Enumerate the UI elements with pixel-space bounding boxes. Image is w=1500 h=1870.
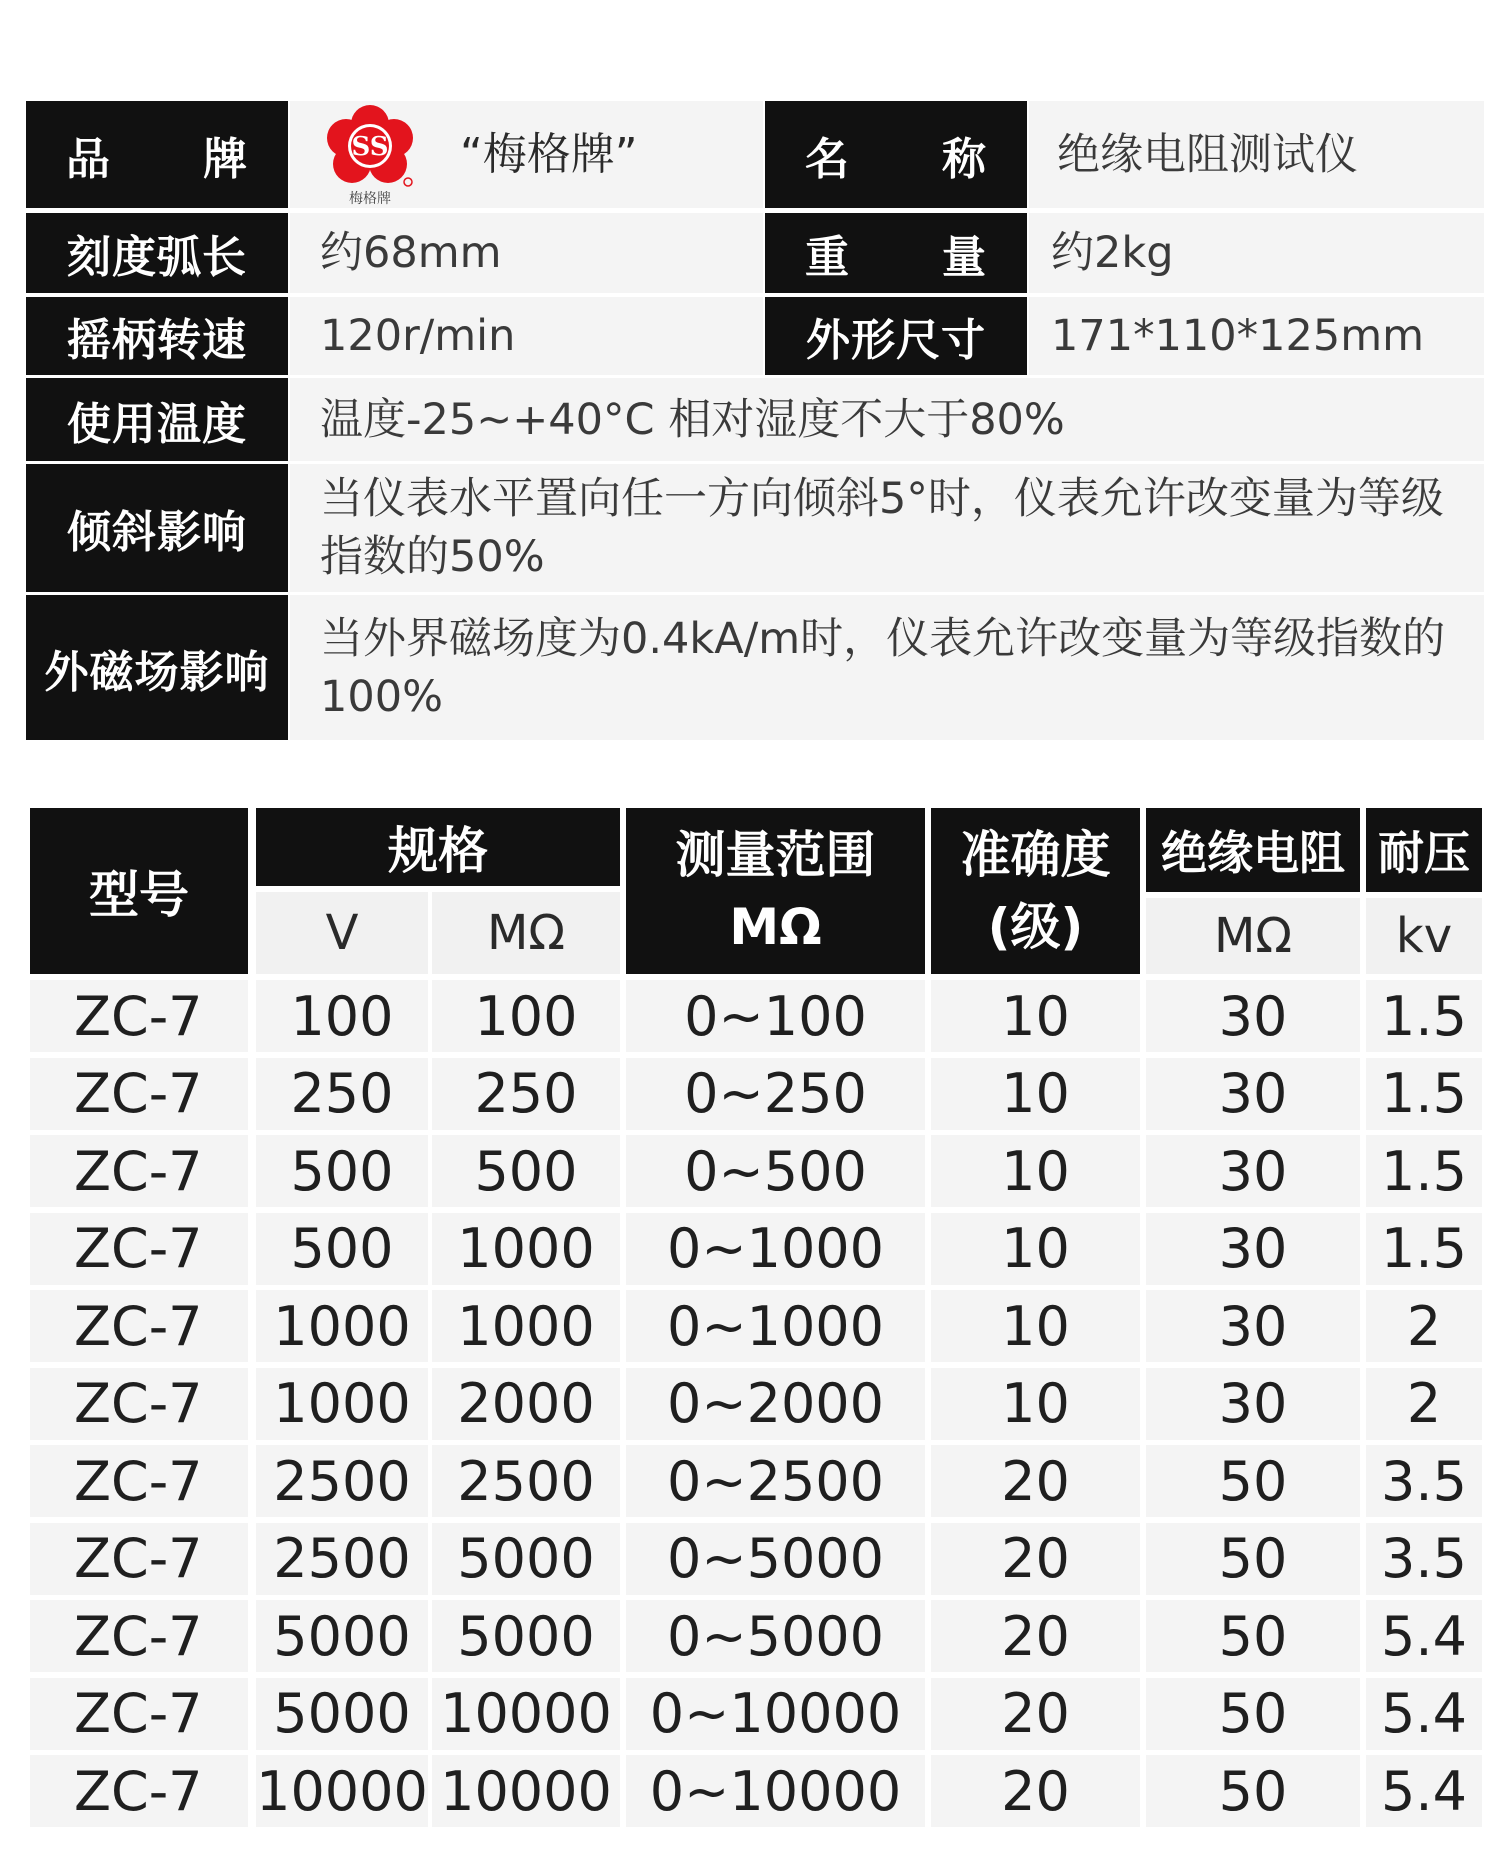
mag-value-line-1: 当外界磁场度为0.4kA/m时，仪表允许改变量为等级指数的 [320, 613, 1446, 664]
header-accuracy-unit: (级) [987, 898, 1084, 956]
cell-accuracy: 20 [931, 1755, 1140, 1827]
brand-logo-icon [320, 102, 420, 208]
temp-value: 温度-25~+40°C 相对湿度不大于80% [290, 378, 1484, 461]
cell-voltage: 5000 [256, 1600, 428, 1672]
cell-insulation: 50 [1146, 1678, 1360, 1750]
tilt-value-line-1: 当仪表水平置向任一方向倾斜5°时，仪表允许改变量为等级 [320, 474, 1444, 524]
weight-value: 约2kg [1029, 213, 1484, 293]
cell-range: 0~2000 [626, 1368, 925, 1440]
cell-voltage: 500 [256, 1135, 428, 1207]
cell-accuracy: 10 [931, 1213, 1140, 1285]
header-range-title: 测量范围 [675, 826, 876, 884]
cell-model: ZC-7 [30, 1213, 248, 1285]
header-insulation: 绝缘电阻 [1146, 808, 1360, 892]
mag-label: 外磁场影响 [26, 595, 288, 740]
cell-voltage: 2500 [256, 1523, 428, 1595]
cell-accuracy: 10 [931, 980, 1140, 1052]
cell-voltage: 10000 [256, 1755, 428, 1827]
cell-model: ZC-7 [30, 980, 248, 1052]
cell-insulation: 30 [1146, 1290, 1360, 1362]
brand-label-char-2: 牌 [203, 133, 248, 185]
spec-table [0, 0, 1500, 760]
cell-resistance: 500 [432, 1135, 620, 1207]
cell-range: 0~2500 [626, 1445, 925, 1517]
header-withstand-unit: kv [1366, 898, 1482, 974]
cell-range: 0~250 [626, 1058, 925, 1130]
header-spec: 规格 [256, 808, 620, 886]
cell-insulation: 50 [1146, 1755, 1360, 1827]
cell-model: ZC-7 [30, 1135, 248, 1207]
cell-withstand: 5.4 [1366, 1755, 1482, 1827]
cell-range: 0~1000 [626, 1290, 925, 1362]
header-accuracy [931, 808, 1140, 974]
cell-range: 0~5000 [626, 1600, 925, 1672]
cell-withstand: 5.4 [1366, 1678, 1482, 1750]
cell-insulation: 50 [1146, 1523, 1360, 1595]
cell-resistance: 250 [432, 1058, 620, 1130]
header-range [626, 808, 925, 974]
cell-withstand: 3.5 [1366, 1445, 1482, 1517]
cell-model: ZC-7 [30, 1755, 248, 1827]
cell-voltage: 1000 [256, 1290, 428, 1362]
cell-withstand: 2 [1366, 1368, 1482, 1440]
cell-range: 0~10000 [626, 1755, 925, 1827]
cell-model: ZC-7 [30, 1445, 248, 1517]
cell-accuracy: 10 [931, 1135, 1140, 1207]
mag-value-line-2: 100% [320, 671, 443, 722]
brand-label [26, 101, 288, 208]
cell-insulation: 30 [1146, 1135, 1360, 1207]
cell-accuracy: 20 [931, 1523, 1140, 1595]
weight-label-char-1: 重 [805, 232, 850, 283]
cell-range: 0~5000 [626, 1523, 925, 1595]
brand-value-cell [290, 101, 763, 208]
cell-resistance: 5000 [432, 1600, 620, 1672]
name-label-char-2: 称 [942, 133, 987, 185]
cell-withstand: 1.5 [1366, 1058, 1482, 1130]
brand-logo-letters: SS [351, 131, 389, 162]
mag-value [290, 595, 1484, 740]
name-label-char-1: 名 [805, 133, 850, 185]
cell-resistance: 100 [432, 980, 620, 1052]
cell-accuracy: 10 [931, 1058, 1140, 1130]
cell-range: 0~100 [626, 980, 925, 1052]
tilt-value-line-2: 指数的50% [320, 532, 545, 582]
cell-voltage: 500 [256, 1213, 428, 1285]
cell-insulation: 30 [1146, 980, 1360, 1052]
name-value: 绝缘电阻测试仪 [1029, 101, 1484, 208]
cell-withstand: 1.5 [1366, 1135, 1482, 1207]
cell-range: 0~500 [626, 1135, 925, 1207]
cell-voltage: 1000 [256, 1368, 428, 1440]
brand-label-char-1: 品 [66, 133, 111, 185]
cell-insulation: 30 [1146, 1213, 1360, 1285]
header-spec-v: V [256, 892, 428, 974]
cell-model: ZC-7 [30, 1290, 248, 1362]
cell-accuracy: 10 [931, 1290, 1140, 1362]
weight-label-char-2: 量 [942, 232, 987, 283]
cell-accuracy: 10 [931, 1368, 1140, 1440]
scale-label: 刻度弧长 [26, 213, 288, 293]
cell-model: ZC-7 [30, 1600, 248, 1672]
speed-label: 摇柄转速 [26, 297, 288, 375]
header-model: 型号 [30, 808, 248, 974]
cell-withstand: 5.4 [1366, 1600, 1482, 1672]
cell-resistance: 1000 [432, 1290, 620, 1362]
cell-insulation: 30 [1146, 1058, 1360, 1130]
size-label: 外形尺寸 [765, 297, 1027, 375]
scale-value: 约68mm [290, 213, 763, 293]
name-label [765, 101, 1027, 208]
cell-model: ZC-7 [30, 1058, 248, 1130]
header-spec-mohm: MΩ [432, 892, 620, 974]
header-accuracy-title: 准确度 [960, 826, 1111, 884]
cell-model: ZC-7 [30, 1523, 248, 1595]
cell-voltage: 100 [256, 980, 428, 1052]
cell-resistance: 5000 [432, 1523, 620, 1595]
cell-insulation: 50 [1146, 1600, 1360, 1672]
cell-insulation: 30 [1146, 1368, 1360, 1440]
brand-value: “梅格牌” [460, 128, 638, 180]
cell-withstand: 1.5 [1366, 980, 1482, 1052]
cell-accuracy: 20 [931, 1600, 1140, 1672]
cell-withstand: 3.5 [1366, 1523, 1482, 1595]
cell-resistance: 10000 [432, 1755, 620, 1827]
cell-voltage: 2500 [256, 1445, 428, 1517]
cell-withstand: 1.5 [1366, 1213, 1482, 1285]
brand-logo-caption: 梅格牌 [349, 190, 391, 207]
header-insulation-unit: MΩ [1146, 898, 1360, 974]
weight-label [765, 213, 1027, 293]
tilt-label: 倾斜影响 [26, 464, 288, 592]
cell-model: ZC-7 [30, 1678, 248, 1750]
cell-resistance: 10000 [432, 1678, 620, 1750]
speed-value: 120r/min [290, 297, 763, 375]
cell-range: 0~10000 [626, 1678, 925, 1750]
cell-voltage: 5000 [256, 1678, 428, 1750]
cell-resistance: 2000 [432, 1368, 620, 1440]
cell-resistance: 1000 [432, 1213, 620, 1285]
cell-accuracy: 20 [931, 1445, 1140, 1517]
cell-accuracy: 20 [931, 1678, 1140, 1750]
cell-insulation: 50 [1146, 1445, 1360, 1517]
cell-resistance: 2500 [432, 1445, 620, 1517]
temp-label: 使用温度 [26, 378, 288, 461]
header-range-unit: MΩ [729, 898, 822, 956]
brand-logo [320, 102, 638, 208]
cell-range: 0~1000 [626, 1213, 925, 1285]
cell-withstand: 2 [1366, 1290, 1482, 1362]
cell-voltage: 250 [256, 1058, 428, 1130]
tilt-value [290, 464, 1484, 592]
header-withstand: 耐压 [1366, 808, 1482, 892]
cell-model: ZC-7 [30, 1368, 248, 1440]
size-value: 171*110*125mm [1029, 297, 1484, 375]
